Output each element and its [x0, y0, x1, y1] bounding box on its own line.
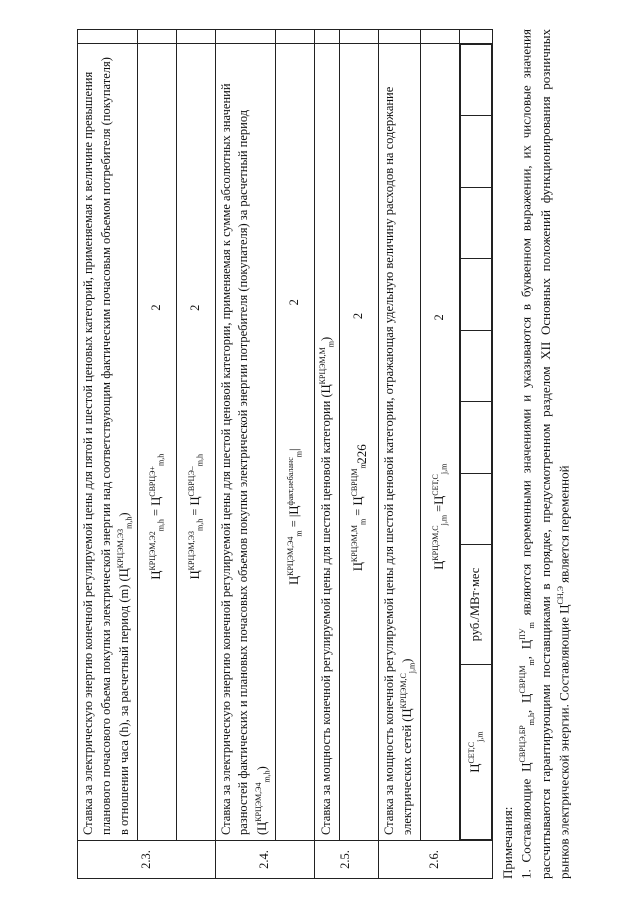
table-row	[339, 30, 378, 879]
table-row	[176, 30, 215, 879]
bottom-subtable	[460, 44, 492, 840]
page-number: 226	[353, 444, 369, 464]
row-description: Ставка за мощность конечной регулируемой цены для шестой ценовой категории $(Ц^{КРЦЭМ,М}_m)$	[314, 44, 339, 841]
reference-mark: 2	[432, 314, 447, 321]
reference-mark: 2	[350, 312, 365, 320]
table-row	[378, 30, 420, 879]
row-number: 2.3.	[78, 841, 216, 879]
notes-heading: Примечания:	[499, 806, 515, 879]
rotated-sheet	[77, 29, 577, 879]
note-paragraph-1: 1. Составляющие $Ц^{СВРЦЭ,БР}_{m,h}$, $Ц^{СВРЦМ}_m$, $Ц^{ПУ}_m$ являются переменными значениями и указываются в буквенном выражении, их числовые значения рассчитываются гарантирующими поставщиками в порядке, предусмотренном разделом XII Основных положений функционирования розничных рынков электрической энергии. Составляющие $Ц^{СН,Э}$ является переменной	[517, 29, 572, 879]
table-row	[78, 30, 138, 879]
table-row	[137, 30, 176, 879]
notes	[499, 29, 573, 879]
row-description: Ставка за электрическую энергию конечной регулируемой цены для шестой ценовой категории, применяемая к сумме абсолютных значений разностей фактических и плановых почасовых объемов покупки электрической энергии потребителя (покупателя) за расчетный период $(Ц^{КРЦЭМ,Э4}_{m,h})$	[215, 44, 275, 841]
bottom-subtable-cell	[459, 44, 492, 841]
table-row	[215, 30, 275, 879]
reference-mark: 2	[286, 299, 301, 306]
row-number: 2.6.	[378, 841, 492, 879]
formula: $Ц^{КРЦЭМ,Э4}_m = |Ц^{факт,небаланс}_m|$ 2	[275, 44, 314, 841]
row-number: 2.5.	[314, 841, 378, 879]
formula: $Ц^{КРЦЭМ,Э2}_{m,h} = Ц^{СВРЦЭ+}_{m,h}$ 2	[137, 44, 176, 841]
reference-mark: 2	[149, 304, 164, 311]
formula: $Ц^{КРЦЭМ,С}_{j,m} =Ц^{СЕТ,С}_{j,m}$ 2	[420, 44, 459, 841]
row-description: Ставка за электрическую энергию конечной регулируемой цены для пятой и шестой ценовых категорий, применяемая к величине превышения планового почасового объема покупки электрической энергии над соответствующим фактическим почасовым объемом потребителя (покупателя) в отношении часа (h), за расчетный период (m) $(Ц^{КРЦЭМ,ЭЗ}_{m,h})$	[78, 44, 138, 841]
reference-mark: 2	[188, 304, 203, 311]
row-number: 2.4.	[215, 841, 314, 879]
formula: $Ц^{КРЦЭМ,ЭЗ}_{m,h} = Ц^{СВРЦЭ-}_{m,h}$ 2	[176, 44, 215, 841]
unit-cell: руб./МВт·мес	[460, 545, 491, 665]
table-row	[275, 30, 314, 879]
formula: $Ц^{КРЦЭМ,М}_m = Ц^{СВРЦМ}_m$ 2	[339, 44, 378, 841]
bottom-label: $Ц^{СЕТ,С}_{j,m}$	[460, 665, 491, 840]
row-description: Ставка за мощность конечной регулируемой цены для шестой ценовой категории, отражающая удельную величину расходов на содержание электрических сетей $(Ц^{КРЦЭМ,С}_{j,m})$	[378, 44, 420, 841]
table-row	[459, 30, 492, 879]
table-row	[420, 30, 459, 879]
table-row	[314, 30, 339, 879]
tariff-table	[77, 29, 493, 879]
